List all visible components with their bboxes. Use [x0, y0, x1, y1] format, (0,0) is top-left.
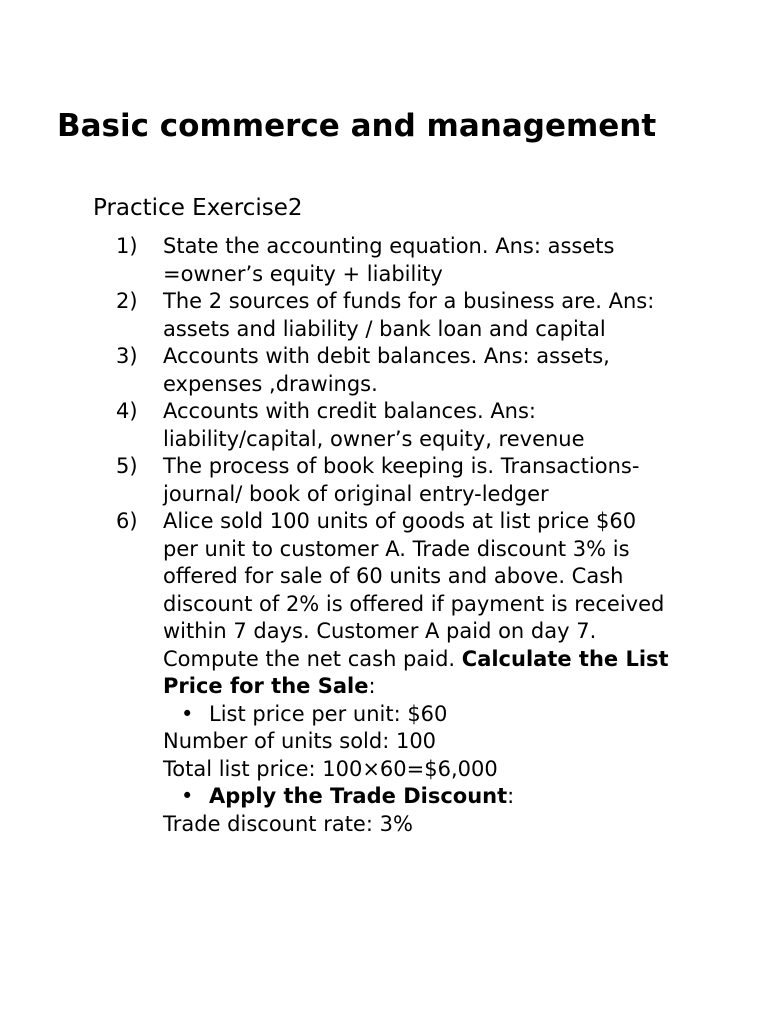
question-text: The 2 sources of funds for a business are. Ans: assets and liability / bank loan and capital	[163, 289, 655, 341]
bullet-item	[163, 701, 676, 729]
bullet-icon: •	[181, 701, 194, 726]
question-item-6	[116, 508, 676, 838]
bullet-text: List price per unit: $60	[209, 701, 448, 726]
step-heading-trade-discount: Apply the Trade Discount	[209, 784, 508, 808]
question-number: 4)	[116, 399, 138, 423]
question-number: 5)	[116, 454, 138, 478]
step-heading-colon: :	[368, 674, 376, 698]
document-title: Basic commerce and management	[57, 108, 657, 144]
question-item	[116, 233, 676, 288]
question-text: Accounts with credit balances. Ans: liability/capital, owner’s equity, revenue	[163, 399, 585, 451]
question-item	[116, 343, 676, 398]
step-heading-colon: :	[507, 784, 515, 808]
question-item	[116, 288, 676, 343]
question-number: 6)	[116, 509, 138, 533]
units-sold-line: Number of units sold: 100	[163, 729, 437, 753]
question-text: Alice sold 100 units of goods at list price $60 per unit to customer A. Trade discount 3% is offered for sale of 60 units and above. Cash discount of 2% is offered if payment is received within 7 days. Customer A paid on day 7. Compute the net cash paid.	[163, 509, 665, 671]
bullet-icon: •	[181, 784, 194, 808]
question-text: State the accounting equation. Ans: assets =owner’s equity + liability	[163, 234, 615, 286]
question-item	[116, 453, 676, 508]
step-heading-list-price: Calculate the List Price for the Sale	[163, 646, 669, 698]
question-text: Accounts with debit balances. Ans: assets, expenses ,drawings.	[163, 344, 610, 396]
question-number: 1)	[116, 234, 138, 258]
question-number: 2)	[116, 289, 138, 313]
question-6-body	[163, 508, 676, 701]
total-list-price-line: Total list price: 100×60=$6,000	[163, 756, 498, 781]
question-text: The process of book keeping is. Transactions- journal/ book of original entry-ledger	[163, 454, 640, 506]
question-number: 3)	[116, 344, 138, 368]
trade-discount-rate-line: Trade discount rate: 3%	[163, 811, 413, 836]
question-list	[116, 233, 676, 838]
bullet-item	[163, 783, 676, 811]
question-item	[116, 398, 676, 453]
exercise-subtitle: Practice Exercise2	[93, 195, 303, 221]
